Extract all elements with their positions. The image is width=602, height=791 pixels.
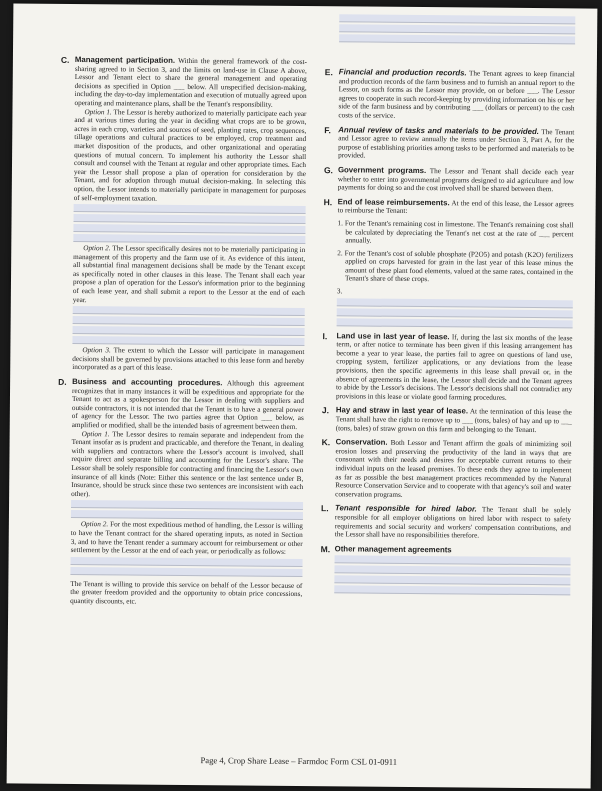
blank-line[interactable] <box>335 556 571 566</box>
page-footer: Page 4, Crop Share Lease – Farmdoc Form CSL 01-0911 <box>200 755 398 767</box>
section-text: The Lessor and Tenant shall decide each year whether to enter into governmental programs designed to aid agriculture and low payments for doing so and the cost involved shall be shared between them. <box>337 167 574 194</box>
section-heading: Land use in last year of lease. <box>336 330 450 341</box>
section-heading: Hay and straw in last year of lease. <box>335 405 469 416</box>
option-label: Option 1. <box>81 429 110 438</box>
option-text: The Lessor desires to remain separate and independent from the Tenant insofar as is prudent and practicable, and therefore the Tenant, in dealing with suppliers and contractors where the Lessor's account is involved, shall require direct and separate billing and accounting for the Lessor's share. The Lessor shall be solely responsible for contracting and financing the Lessor's own insurance of all kinds (Note: Either this sentence or the last sentence under B, Insurance, should be struck since these two sentences are inconsistent with each other). <box>71 429 304 498</box>
option-2 <box>73 244 306 306</box>
option-label: Option 2. <box>83 244 111 253</box>
section-text: Both Lessor and Tenant affirm the goals of minimizing soil erosion losses and preserving the productivity of the land in ways that are consonant with their needs and desires for acceptable current returns to their individual inputs on the leased premises. To these ends they agree to implement as far as possible the best management practices recommended by the Natural Resource Conservation Service and to cooperate with that agency's soil and water conservation programs. <box>335 438 572 499</box>
blank-line[interactable] <box>334 576 570 586</box>
right-column <box>320 67 575 601</box>
section-text: The Tenant and Lessor agree to review annually the items under Section 3, Part A, for the purpose of establishing priorities among tasks to be performed and materials to be provided. <box>338 127 575 160</box>
section-heading: Management participation. <box>74 55 176 65</box>
blank-line[interactable] <box>74 214 306 224</box>
section-l <box>320 503 572 541</box>
section-heading: Annual review of tasks and materials to be provided. <box>338 124 539 136</box>
section-letter: I. <box>322 330 328 341</box>
blank-line[interactable] <box>73 234 305 244</box>
section-text: Within the general framework of the cost-sharing agreed to in Section 3, and the limits on land-use in Clause A above, Lessor and Tenant elect to share the general management and operating decisions as specified in Option ___ below. All unspecified decision-making, including the day-to-day implementation and execution of mutually agreed upon operating and maintenance plans, shall be the Tenant's responsibility. <box>74 56 307 109</box>
section-h <box>323 196 574 328</box>
section-i <box>322 330 573 403</box>
section-letter: E. <box>324 67 333 78</box>
blank-line[interactable] <box>74 204 306 214</box>
section-letter: F. <box>324 124 331 135</box>
section-heading: End of lease reimbursements. <box>337 197 450 207</box>
section-g <box>323 165 574 194</box>
section-d <box>58 376 305 607</box>
blank-line[interactable] <box>73 316 305 326</box>
section-e <box>324 67 575 122</box>
section-heading: Conservation. <box>335 437 388 447</box>
blank-line[interactable] <box>334 566 570 576</box>
option-text: For the most expeditious method of handling, the Lessor is willing to have the Tenant contract for the shared operating inputs, as noted in Section 3, and to have the Tenant render a summary account for reimbursement or other settlement by the Lessor at the end of each year, or periodically as follows: <box>70 520 303 556</box>
section-text: The Tenant shall be solely responsible for all employer obligations on hired labor with respect to safety requirements and social security and workers' compensation contributions, and the Lessor shall have no responsibilities therefore. <box>334 505 572 540</box>
option-1 <box>71 430 304 501</box>
section-letter: L. <box>320 503 329 514</box>
section-text: Although this agreement recognizes that in many instances it will be expeditious and appropriate for the Tenant to act as a spokesperson for the Lessor in dealing with suppliers and outside contractors, it is not intended that the Tenant is to have a general power of agency for the Lessor. The two parties agree that Option ___ below, as amplified or modified, shall be the intended basis of agreement between them. <box>71 379 305 431</box>
section-letter: C. <box>60 54 70 65</box>
section-j <box>321 405 572 435</box>
blank-line[interactable] <box>339 14 575 24</box>
reimbursement-item-2: 2. For the Tenant's cost of soluble phosphate (P2O5) and potash (K2O) fertilizers applied on crops harvested for grain in the last year of this lease minus the amount of these plant food elements, valued at the same rates, contained in the Tenant's share of these crops. <box>337 248 574 284</box>
section-letter: K. <box>321 437 331 448</box>
lease-page <box>7 3 598 788</box>
section-letter: J. <box>321 405 330 416</box>
blank-line[interactable] <box>73 306 305 316</box>
blank-line[interactable] <box>72 336 304 346</box>
section-letter: G. <box>323 165 333 176</box>
blank-line[interactable] <box>71 500 303 510</box>
option-1 <box>74 108 307 205</box>
section-heading: Financial and production records. <box>338 67 467 78</box>
blank-line[interactable] <box>337 298 573 308</box>
section-c <box>60 54 307 374</box>
option-2 <box>71 520 303 556</box>
option-text: The Lessor specifically desires not to be materially participating in management of this property and the farm use of it. As evidence of this intent, all substantial final management decisions shall be made by the Tenant except as specifically noted in other clauses in this lease. The Tenant shall each year propose a plan of operation for the Lessor's information prior to the beginning of each lease year, and shall submit a report to the Lessor at the end of each year. <box>72 244 306 304</box>
blank-line[interactable] <box>73 224 305 234</box>
option-text: The Lessor is hereby authorized to materially participate each year and at various times during the year in deciding what crops are to be grown, acres in each crop, varieties and sources of seed, planting rates, crop sequences, tillage operations and cultural practices to be employed, crop treatment and market disposition of the products, and other organizational and operating questions of mutual concern. To implement his authority the Lessor shall consult and counsel with the Tenant at regular and other appropriate times. Each year the Lessor shall propose a plan of operation for consideration by the Tenant, and for adoption through mutual decision-making. In selecting this option, the Lessor intends to materially participate in management for purposes of self-employment taxation. <box>73 107 307 203</box>
blank-line[interactable] <box>339 34 575 44</box>
section-text: The Tenant agrees to keep financial and production records of the farm business and to furnish an annual report to the Lessor, on such forms as the Lessor may provide, on or before ___. The Lessor agrees to cooperate in such record-keeping by providing information on his or her side of the farm business and by contributing ___ (dollars or percent) to the cash costs of the service. <box>338 69 575 120</box>
section-c-intro <box>75 56 307 110</box>
top-right-blank-lines <box>339 12 575 46</box>
blank-line[interactable] <box>337 308 573 318</box>
blank-line[interactable] <box>71 510 303 520</box>
blank-line[interactable] <box>334 586 570 596</box>
option-label: Option 2. <box>80 520 109 529</box>
section-heading: Business and accounting procedures. <box>72 377 223 388</box>
blank-line[interactable] <box>70 567 302 577</box>
left-column <box>58 54 307 614</box>
section-heading: Government programs. <box>337 165 427 176</box>
option-text: The extent to which the Lessor will participate in management decisions shall be governed by provisions attached to this lease form and hereby incorporated as a part of this lease. <box>72 346 305 373</box>
blank-line[interactable] <box>337 318 573 328</box>
section-letter: D. <box>58 376 67 387</box>
reimbursement-item-1: 1. For the Tenant's remaining cost in limestone. The Tenant's remaining cost shall be calculated by depreciating the Tenant's net cost at the rate of ___ percent annually. <box>337 219 574 245</box>
section-text: At the termination of this lease the Tenant shall have the right to remove up to ___ (tons, bales) of hay and up to ___ (tons, bales) of straw grown on this farm and belonging to the Tenant. <box>335 407 572 434</box>
reimbursement-item-3: 3. <box>336 287 343 296</box>
blank-line[interactable] <box>71 557 303 567</box>
option-label: Option 1. <box>84 107 112 116</box>
section-d-closing: The Tenant is willing to provide this service on behalf of the Lessor because of the greater freedom provided and the opportunity to obtain price concessions, quantity discounts, etc. <box>70 579 303 606</box>
section-letter: H. <box>323 196 333 207</box>
section-f <box>324 124 575 162</box>
blank-line[interactable] <box>339 24 575 34</box>
blank-line[interactable] <box>73 326 305 336</box>
section-text: If, during the last six months of the lease term, or after notice to terminate has been given if this leasing arrangement has become a year to year lease, the parties fail to agree on questions of land use, cropping system, fertilizer applications, or any deviations from the lease provisions, then the specific agreements in this lease shall prevail or, in the absence of agreements in the lease, the Lessor shall decide and the Tenant agrees to abide by the Lessor's decisions. The Lessor's decisions shall not contradict any provisions in this lease or violate good farming procedures. <box>335 332 573 402</box>
option-3 <box>72 346 304 374</box>
section-letter: M. <box>320 543 331 554</box>
section-heading: Other management agreements <box>334 544 452 555</box>
section-heading: Tenant responsible for hired labor. <box>334 503 477 514</box>
option-label: Option 3. <box>82 346 111 355</box>
section-d-intro <box>72 378 304 432</box>
section-m <box>320 543 570 596</box>
section-text: At the end of this lease, the Lessor agrees to reimburse the Tenant: <box>337 199 574 216</box>
section-k <box>321 437 572 500</box>
